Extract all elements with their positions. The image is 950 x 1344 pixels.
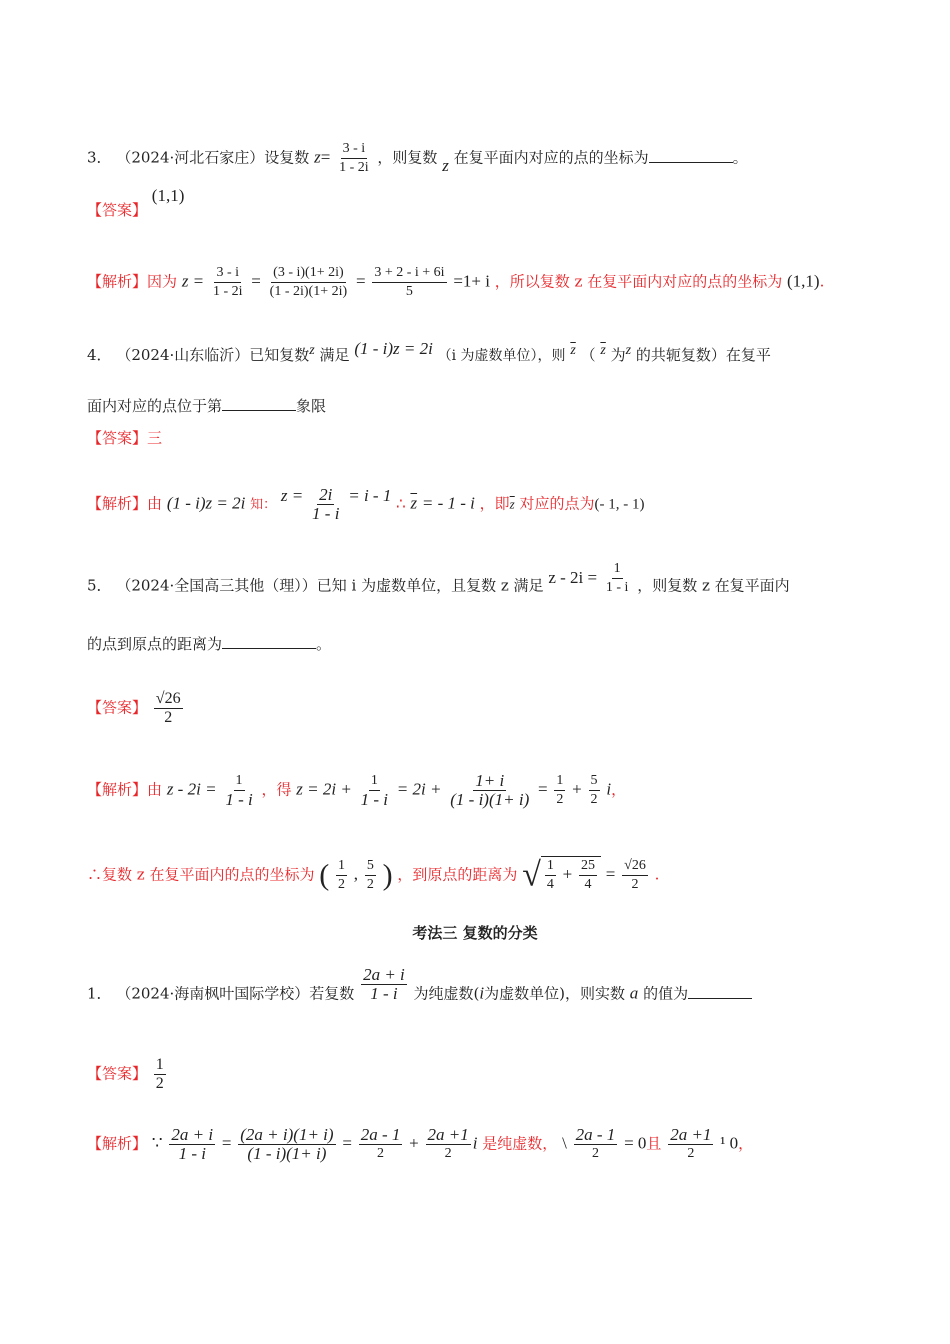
q4-stem: 4． （2024·山东临沂）已知复数z 满足 (1 - i)z = 2i （i 为虚数单位），则 $\overline{z}$ （ $\overline{z}$ 为z 的共轭复数）在复平 bbox=[87, 339, 771, 364]
q3-fraction: $\frac{3 - i}{1 - 2i}$ bbox=[339, 141, 369, 175]
answer-blank bbox=[649, 148, 733, 163]
section-title: 考法三 复数的分类 bbox=[412, 924, 538, 942]
answer-blank bbox=[222, 634, 316, 649]
q3-stem: 3． （2024·河北石家庄）设复数 z= $\frac{3 - i}{1 - 2i}$ ，则复数 z 在复平面内对应的点的坐标为 。 bbox=[87, 141, 748, 175]
p1-solution: 【解析】 ∵ $\frac{2a + i}{1 - i}$ = $\frac{(2a + i)(1+ i)}{(1 - i)(1+ i)}$ = $\frac{2a - 1}{2}$ + $\frac{2a +1}{2}$ i 是纯虚数， \ $\frac{2a - 1}{2}$ = 0且 $\frac{2a +1}{2}$ ¹ 0， bbox=[87, 1125, 754, 1163]
q5-stem: 5． （2024·全国高三其他（理））已知 i 为虚数单位，且复数 z 满足 z - 2i = $\frac{1}{1 - i}$ ，则复数 z 在复平面内 bbox=[87, 561, 790, 595]
q4-stem-line2: 面内对应的点位于第 象限 bbox=[87, 397, 327, 415]
q5-solution-line2: ∴复数 z 在复平面内的点的坐标为 ( $\frac{1}{2}$ , $\frac{5}{2}$ ) ，到原点的距离为 √ $\frac{1}{4}$ + $\frac{25}{4}$ = $\frac{√26}{2}$ . bbox=[87, 856, 660, 894]
q3-number: 3． bbox=[87, 148, 112, 167]
q3-source: （2024·河北石家庄）设复数 bbox=[116, 148, 310, 167]
answer-blank bbox=[222, 396, 296, 411]
q5-answer: 【答案】 $\frac{√26}{2}$ bbox=[87, 690, 181, 726]
q5-stem-line2: 的点到原点的距离为 。 bbox=[87, 635, 332, 653]
answer-blank bbox=[688, 984, 752, 999]
p1-answer: 【答案】 $\frac{1}{2}$ bbox=[87, 1056, 164, 1092]
q4-solution: 【解析】由 (1 - i)z = 2i 知： z = $\frac{2i}{1 - i}$ = i - 1 ∴ $\overline{z}$ = - 1 - i ，即$\overline{z}$ 对应的点为(- 1, - 1) bbox=[87, 485, 645, 523]
p1-stem: 1． （2024·海南枫叶国际学校）若复数 $\frac{2a + i}{1 - i}$ 为纯虚数(i为虚数单位)，则实数 a 的值为 bbox=[87, 976, 752, 1013]
q3-answer: 【答案】 (1,1) bbox=[87, 186, 185, 219]
q4-answer: 【答案】三 bbox=[87, 429, 163, 447]
q3-solution: 【解析】因为 z = $\frac{3 - i}{1 - 2i}$ = $\frac{(3 - i)(1+ 2i)}{(1 - 2i)(1+ 2i)}$ = $\frac{3 + 2 - i + 6i}{5}$ =1+ i ，所以复数 z 在复平面内对应的点的坐标为 (1,1). bbox=[87, 265, 825, 299]
q5-solution: 【解析】由 z - 2i = $\frac{1}{1 - i}$ ，得 z = 2i + $\frac{1}{1 - i}$ = 2i + $\frac{1+ i}{(1 - i)(1+ i)}$ = $\frac{1}{2}$ + $\frac{5}{2}$ i， bbox=[87, 771, 627, 809]
